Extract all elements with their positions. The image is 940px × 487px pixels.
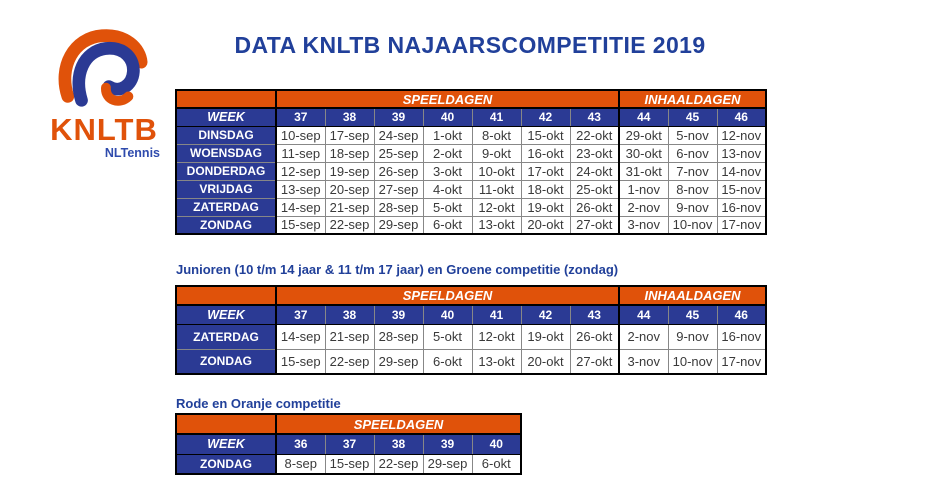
week-row-label: WEEK: [176, 108, 276, 126]
week-cell: 46: [717, 108, 766, 126]
week-cell: 43: [570, 108, 619, 126]
date-cell: 9-okt: [472, 144, 521, 162]
date-cell: 15-nov: [717, 180, 766, 198]
day-label: WOENSDAG: [176, 144, 276, 162]
date-cell: 3-nov: [619, 349, 668, 374]
week-cell: 41: [472, 108, 521, 126]
day-label: ZONDAG: [176, 454, 276, 474]
date-cell: 18-sep: [325, 144, 374, 162]
date-cell: 29-sep: [374, 216, 423, 234]
week-number-row: [176, 108, 766, 126]
date-cell: 9-nov: [668, 324, 717, 349]
week-cell: 39: [423, 434, 472, 454]
date-cell: 19-sep: [325, 162, 374, 180]
date-cell: 22-sep: [374, 454, 423, 474]
date-cell: 11-okt: [472, 180, 521, 198]
week-cell: 45: [668, 108, 717, 126]
day-label: ZONDAG: [176, 216, 276, 234]
date-cell: 3-nov: [619, 216, 668, 234]
week-cell: 37: [276, 305, 325, 324]
date-cell: 26-okt: [570, 324, 619, 349]
date-cell: 26-okt: [570, 198, 619, 216]
date-cell: 31-okt: [619, 162, 668, 180]
week-row-label: WEEK: [176, 305, 276, 324]
week-cell: 45: [668, 305, 717, 324]
date-cell: 28-sep: [374, 324, 423, 349]
week-cell: 42: [521, 108, 570, 126]
date-cell: 5-okt: [423, 324, 472, 349]
week-cell: 41: [472, 305, 521, 324]
rode-oranje-heading: Rode en Oranje competitie: [176, 396, 341, 411]
date-cell: 25-okt: [570, 180, 619, 198]
date-cell: 29-sep: [423, 454, 472, 474]
date-cell: 27-okt: [570, 349, 619, 374]
date-cell: 27-okt: [570, 216, 619, 234]
date-cell: 24-okt: [570, 162, 619, 180]
date-cell: 16-nov: [717, 324, 766, 349]
date-cell: 13-okt: [472, 349, 521, 374]
date-cell: 26-sep: [374, 162, 423, 180]
date-cell: 6-okt: [423, 349, 472, 374]
date-cell: 5-nov: [668, 126, 717, 144]
date-cell: 19-okt: [521, 324, 570, 349]
main-schedule-table: [175, 89, 767, 235]
rode-oranje-schedule-section: [175, 413, 522, 475]
day-label: ZATERDAG: [176, 324, 276, 349]
date-cell: 3-okt: [423, 162, 472, 180]
date-cell: 22-sep: [325, 216, 374, 234]
date-cell: 20-sep: [325, 180, 374, 198]
logo-subtitle-text: NLTennis: [104, 146, 160, 160]
week-cell: 37: [276, 108, 325, 126]
knltb-logo: [42, 26, 166, 160]
date-cell: 12-sep: [276, 162, 325, 180]
date-cell: 13-nov: [717, 144, 766, 162]
schedule-row-zaterdag: [176, 198, 766, 216]
date-cell: 10-sep: [276, 126, 325, 144]
date-cell: 15-sep: [276, 349, 325, 374]
date-cell: 10-nov: [668, 349, 717, 374]
group-header-row: [176, 90, 766, 108]
date-cell: 12-okt: [472, 198, 521, 216]
date-cell: 6-okt: [423, 216, 472, 234]
date-cell: 11-sep: [276, 144, 325, 162]
date-cell: 19-okt: [521, 198, 570, 216]
corner-cell: [176, 414, 276, 434]
week-cell: 37: [325, 434, 374, 454]
date-cell: 15-sep: [325, 454, 374, 474]
schedule-row-donderdag: [176, 162, 766, 180]
date-cell: 14-nov: [717, 162, 766, 180]
date-cell: 4-okt: [423, 180, 472, 198]
date-cell: 22-sep: [325, 349, 374, 374]
schedule-row-zondag: [176, 349, 766, 374]
junioren-heading: Junioren (10 t/m 14 jaar & 11 t/m 17 jaar) en Groene competitie (zondag): [176, 262, 619, 277]
date-cell: 1-okt: [423, 126, 472, 144]
week-cell: 39: [374, 305, 423, 324]
date-cell: 15-okt: [521, 126, 570, 144]
week-number-row: [176, 305, 766, 324]
date-cell: 8-sep: [276, 454, 325, 474]
date-cell: 2-okt: [423, 144, 472, 162]
rode-oranje-schedule-table: [175, 413, 522, 475]
date-cell: 20-okt: [521, 216, 570, 234]
date-cell: 10-nov: [668, 216, 717, 234]
date-cell: 20-okt: [521, 349, 570, 374]
page-title: DATA KNLTB NAJAARSCOMPETITIE 2019: [234, 32, 706, 58]
date-cell: 6-okt: [472, 454, 521, 474]
day-label: VRIJDAG: [176, 180, 276, 198]
week-cell: 39: [374, 108, 423, 126]
day-label: ZONDAG: [176, 349, 276, 374]
corner-cell: [176, 90, 276, 108]
date-cell: 29-sep: [374, 349, 423, 374]
corner-cell: [176, 286, 276, 305]
date-cell: 17-okt: [521, 162, 570, 180]
week-cell: 43: [570, 305, 619, 324]
week-cell: 40: [423, 305, 472, 324]
week-cell: 40: [423, 108, 472, 126]
week-cell: 38: [325, 305, 374, 324]
date-cell: 18-okt: [521, 180, 570, 198]
week-cell: 44: [619, 305, 668, 324]
date-cell: 22-okt: [570, 126, 619, 144]
date-cell: 12-okt: [472, 324, 521, 349]
knltb-swirl-icon: [42, 26, 166, 114]
group-header-inhaaldagen: INHAALDAGEN: [619, 90, 766, 108]
date-cell: 24-sep: [374, 126, 423, 144]
junioren-schedule-table: [175, 285, 767, 375]
week-cell: 36: [276, 434, 325, 454]
date-cell: 17-nov: [717, 216, 766, 234]
date-cell: 14-sep: [276, 198, 325, 216]
schedule-row-woensdag: [176, 144, 766, 162]
date-cell: 25-sep: [374, 144, 423, 162]
date-cell: 21-sep: [325, 324, 374, 349]
week-cell: 42: [521, 305, 570, 324]
week-cell: 38: [325, 108, 374, 126]
date-cell: 28-sep: [374, 198, 423, 216]
group-header-row: [176, 414, 521, 434]
date-cell: 23-okt: [570, 144, 619, 162]
date-cell: 12-nov: [717, 126, 766, 144]
schedule-row-zondag: [176, 216, 766, 234]
week-cell: 44: [619, 108, 668, 126]
date-cell: 6-nov: [668, 144, 717, 162]
date-cell: 9-nov: [668, 198, 717, 216]
group-header-row: [176, 286, 766, 305]
main-schedule-section: [175, 89, 767, 235]
week-number-row: [176, 434, 521, 454]
group-header-inhaaldagen: INHAALDAGEN: [619, 286, 766, 305]
date-cell: 8-okt: [472, 126, 521, 144]
schedule-row-zondag: [176, 454, 521, 474]
date-cell: 16-okt: [521, 144, 570, 162]
date-cell: 27-sep: [374, 180, 423, 198]
week-cell: 40: [472, 434, 521, 454]
day-label: DONDERDAG: [176, 162, 276, 180]
date-cell: 8-nov: [668, 180, 717, 198]
date-cell: 2-nov: [619, 324, 668, 349]
date-cell: 1-nov: [619, 180, 668, 198]
date-cell: 16-nov: [717, 198, 766, 216]
schedule-row-dinsdag: [176, 126, 766, 144]
week-cell: 46: [717, 305, 766, 324]
schedule-row-vrijdag: [176, 180, 766, 198]
date-cell: 29-okt: [619, 126, 668, 144]
date-cell: 2-nov: [619, 198, 668, 216]
day-label: ZATERDAG: [176, 198, 276, 216]
date-cell: 15-sep: [276, 216, 325, 234]
group-header-speeldagen: SPEELDAGEN: [276, 286, 619, 305]
date-cell: 7-nov: [668, 162, 717, 180]
date-cell: 17-nov: [717, 349, 766, 374]
date-cell: 13-sep: [276, 180, 325, 198]
date-cell: 30-okt: [619, 144, 668, 162]
week-cell: 38: [374, 434, 423, 454]
logo-brand-text: KNLTB: [50, 112, 158, 147]
week-row-label: WEEK: [176, 434, 276, 454]
date-cell: 13-okt: [472, 216, 521, 234]
group-header-speeldagen: SPEELDAGEN: [276, 414, 521, 434]
date-cell: 17-sep: [325, 126, 374, 144]
date-cell: 21-sep: [325, 198, 374, 216]
date-cell: 5-okt: [423, 198, 472, 216]
group-header-speeldagen: SPEELDAGEN: [276, 90, 619, 108]
date-cell: 14-sep: [276, 324, 325, 349]
junioren-schedule-section: [175, 285, 767, 375]
date-cell: 10-okt: [472, 162, 521, 180]
schedule-row-zaterdag: [176, 324, 766, 349]
day-label: DINSDAG: [176, 126, 276, 144]
